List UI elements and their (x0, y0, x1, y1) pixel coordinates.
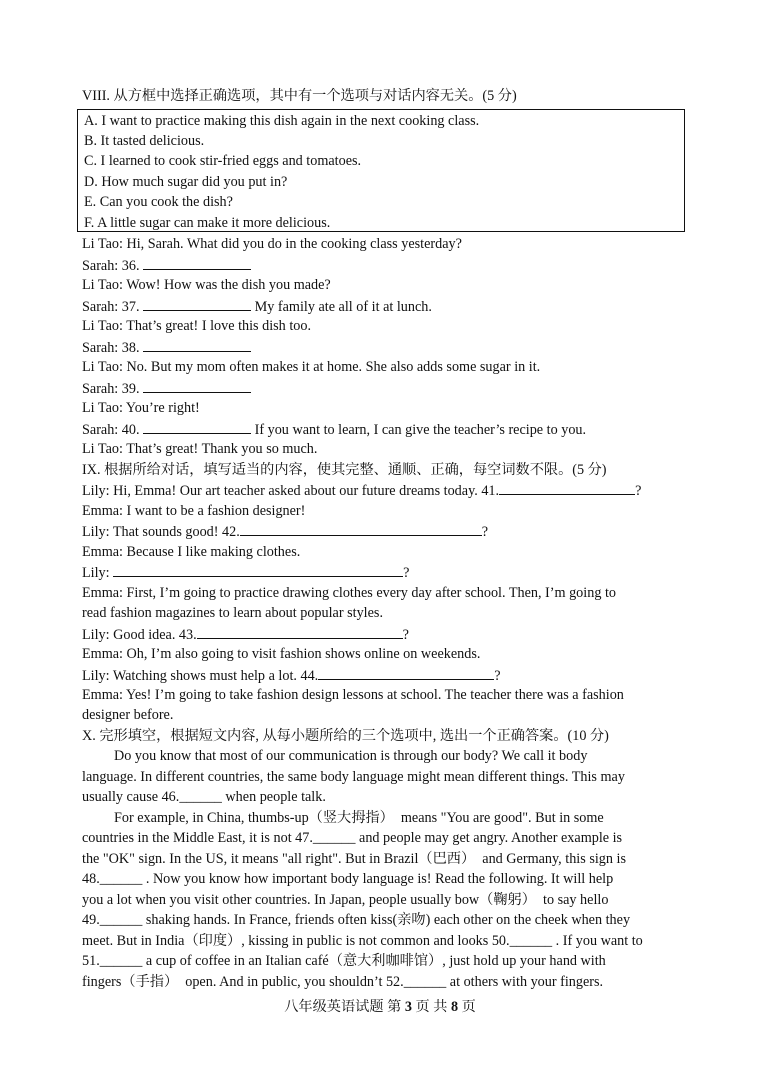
dialogue-line: Emma: Yes! I’m going to take fashion design lessons at school. The teacher there was a fashion (82, 687, 624, 703)
section-10-heading: X. 完形填空，根据短文内容, 从每小题所给的三个选项中, 选出一个正确答案。(10 分) (82, 728, 609, 744)
page-total: 8 (450, 999, 459, 1015)
answer-blank-40[interactable] (143, 419, 251, 434)
dialogue-line: Emma: I want to be a fashion designer! (82, 503, 306, 519)
dialogue-line: Lily: Watching shows must help a lot. 44. ? (82, 665, 501, 686)
dialogue-line: read fashion magazines to learn about popular styles. (82, 605, 383, 621)
section-8-heading: VIII. 从方框中选择正确选项，其中有一个选项与对话内容无关。(5 分) (82, 88, 517, 104)
option-b: B. It tasted delicious. (84, 133, 205, 149)
option-f: F. A little sugar can make it more delicious. (84, 215, 331, 231)
section-9-heading: IX. 根据所给对话，填写适当的内容，使其完整、通顺、正确，每空词数不限。(5 分) (82, 462, 607, 478)
answer-blank-44[interactable] (318, 665, 494, 680)
passage-line: language. In different countries, the same body language might mean different things. This may (82, 769, 625, 785)
answer-blank-43[interactable] (197, 624, 403, 639)
dialogue-line: Sarah: 36. (82, 255, 251, 276)
option-d: D. How much sugar did you put in? (84, 174, 288, 190)
dialogue-line: Li Tao: That’s great! Thank you so much. (82, 441, 318, 457)
dialogue-line: Li Tao: That’s great! I love this dish too. (82, 318, 311, 334)
passage-line: you a lot when you visit other countries. In Japan, people usually bow（鞠躬） to say hello (82, 892, 609, 908)
passage-line: countries in the Middle East, it is not 47.______ and people may get angry. Another example is (82, 830, 623, 846)
passage-line: For example, in China, thumbs-up（竖大拇指） means "You are good". But in some (114, 810, 604, 826)
dialogue-line: Li Tao: Wow! How was the dish you made? (82, 277, 331, 293)
option-a: A. I want to practice making this dish again in the next cooking class. (84, 113, 480, 129)
passage-line: Do you know that most of our communication is through our body? We call it body (114, 748, 588, 764)
passage-line: the "OK" sign. In the US, it means "all right". But in Brazil（巴西） and Germany, this sign is (82, 851, 626, 867)
answer-blank-37[interactable] (143, 296, 251, 311)
dialogue-line: designer before. (82, 707, 174, 723)
dialogue-line: Sarah: 40. If you want to learn, I can give the teacher’s recipe to you. (82, 419, 586, 440)
dialogue-line: Lily: Hi, Emma! Our art teacher asked about our future dreams today. 41. ? (82, 480, 641, 501)
passage-line: 51.______ a cup of coffee in an Italian café（意大利咖啡馆）, just hold up your hand with (82, 953, 606, 969)
dialogue-line: Emma: First, I’m going to practice drawing clothes every day after school. Then, I’m going to (82, 585, 616, 601)
answer-blank-41[interactable] (499, 480, 635, 495)
option-e: E. Can you cook the dish? (84, 194, 233, 210)
passage-line: fingers（手指） open. And in public, you shouldn’t 52.______ at others with your fingers. (82, 974, 604, 990)
dialogue-line: Emma: Because I like making clothes. (82, 544, 301, 560)
dialogue-line: Sarah: 38. (82, 337, 251, 358)
dialogue-line: Li Tao: No. But my mom often makes it at home. She also adds some sugar in it. (82, 359, 541, 375)
answer-blank-45[interactable] (113, 562, 403, 577)
answer-blank-36[interactable] (143, 255, 251, 270)
page-number: 3 (404, 999, 412, 1015)
dialogue-line: Sarah: 37. My family ate all of it at lunch. (82, 296, 432, 317)
passage-line: usually cause 46.______ when people talk. (82, 789, 326, 805)
dialogue-line: Lily: That sounds good! 42. ? (82, 521, 488, 542)
dialogue-line: Lily: ? (82, 562, 409, 583)
option-c: C. I learned to cook stir-fried eggs and tomatoes. (84, 153, 362, 169)
passage-line: 49.______ shaking hands. In France, friends often kiss(亲吻) each other on the cheek when they (82, 912, 631, 928)
passage-line: 48.______ . Now you know how important body language is! Read the following. It will help (82, 871, 614, 887)
dialogue-line: Lily: Good idea. 43. ? (82, 624, 409, 645)
dialogue-line: Sarah: 39. (82, 378, 251, 399)
dialogue-line: Li Tao: Hi, Sarah. What did you do in the cooking class yesterday? (82, 236, 462, 252)
page-footer: 八年级英语试题 第 3 页 共 8 页 (284, 999, 476, 1015)
dialogue-line: Emma: Oh, I’m also going to visit fashion shows online on weekends. (82, 646, 481, 662)
answer-blank-38[interactable] (143, 337, 251, 352)
dialogue-line: Li Tao: You’re right! (82, 400, 200, 416)
answer-blank-42[interactable] (240, 521, 482, 536)
passage-line: meet. But in India（印度）, kissing in public is not common and looks 50.______ . If you want to (82, 933, 643, 949)
answer-blank-39[interactable] (143, 378, 251, 393)
